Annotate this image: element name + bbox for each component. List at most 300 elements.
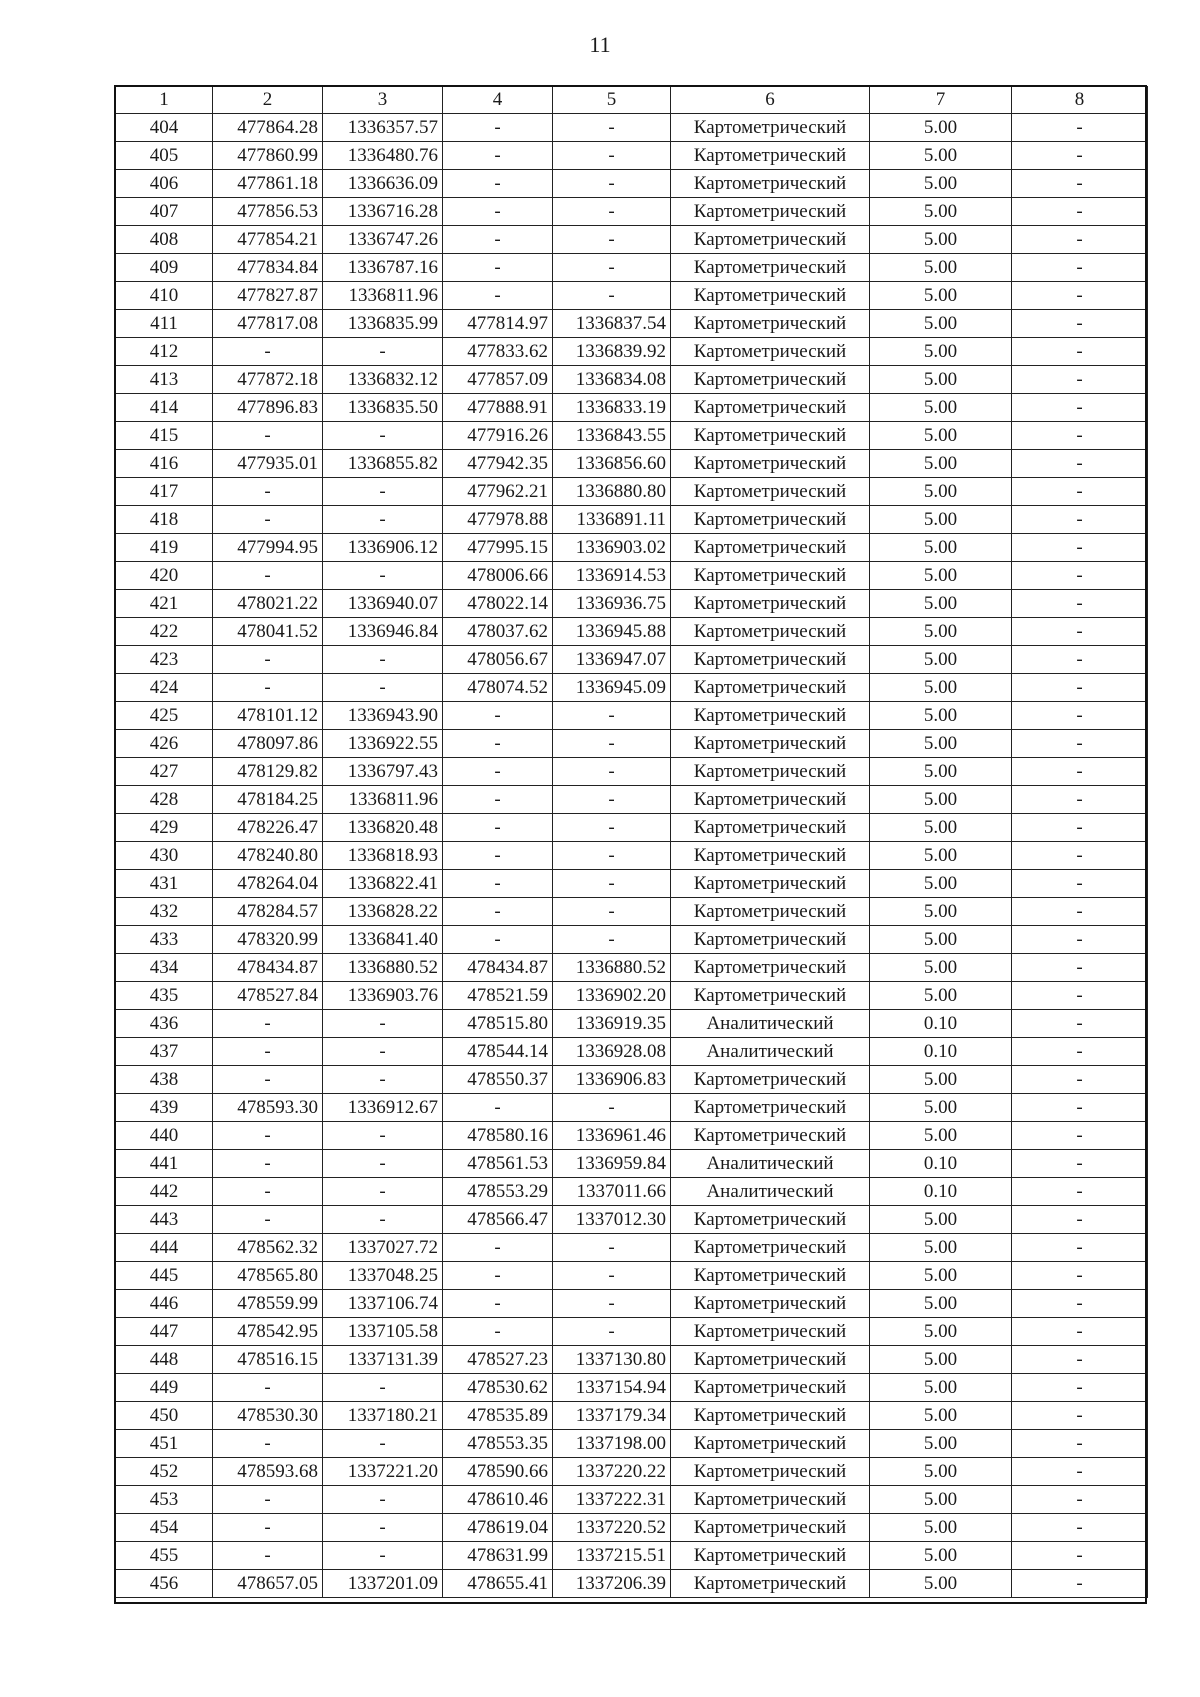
y-old-cell: 1337106.74 [323, 1290, 443, 1318]
method-cell: Картометрический [671, 786, 870, 814]
description-cell: - [1012, 450, 1148, 478]
x-new-cell: 478561.53 [443, 1150, 553, 1178]
point-number-cell: 456 [116, 1570, 213, 1598]
description-cell: - [1012, 954, 1148, 982]
x-old-cell: 478240.80 [213, 842, 323, 870]
x-new-cell: - [443, 786, 553, 814]
y-new-cell: 1337220.22 [553, 1458, 671, 1486]
table-header-row [116, 87, 1148, 114]
method-cell: Картометрический [671, 1374, 870, 1402]
method-cell: Картометрический [671, 1318, 870, 1346]
method-cell: Картометрический [671, 1206, 870, 1234]
method-cell: Картометрический [671, 1346, 870, 1374]
method-cell: Картометрический [671, 142, 870, 170]
point-number-cell: 404 [116, 114, 213, 142]
x-new-cell: 478434.87 [443, 954, 553, 982]
accuracy-cell: 5.00 [870, 730, 1012, 758]
x-old-cell: 478657.05 [213, 1570, 323, 1598]
x-new-cell: - [443, 254, 553, 282]
y-old-cell: 1336822.41 [323, 870, 443, 898]
column-header: 8 [1012, 87, 1148, 114]
accuracy-cell: 5.00 [870, 478, 1012, 506]
x-old-cell: - [213, 1178, 323, 1206]
table-row [116, 114, 1148, 142]
method-cell: Картометрический [671, 870, 870, 898]
point-number-cell: 419 [116, 534, 213, 562]
point-number-cell: 428 [116, 786, 213, 814]
table-row [116, 562, 1148, 590]
point-number-cell: 415 [116, 422, 213, 450]
y-new-cell: - [553, 898, 671, 926]
description-cell: - [1012, 1038, 1148, 1066]
y-new-cell: 1336891.11 [553, 506, 671, 534]
y-old-cell: 1337131.39 [323, 1346, 443, 1374]
x-old-cell: 477860.99 [213, 142, 323, 170]
point-number-cell: 429 [116, 814, 213, 842]
table-row [116, 674, 1148, 702]
y-old-cell: - [323, 1206, 443, 1234]
y-old-cell: 1336357.57 [323, 114, 443, 142]
accuracy-cell: 5.00 [870, 1290, 1012, 1318]
y-new-cell: - [553, 814, 671, 842]
y-old-cell: - [323, 1514, 443, 1542]
y-new-cell: 1336945.88 [553, 618, 671, 646]
y-old-cell: - [323, 1486, 443, 1514]
x-old-cell: 478284.57 [213, 898, 323, 926]
accuracy-cell: 5.00 [870, 114, 1012, 142]
x-old-cell: 478559.99 [213, 1290, 323, 1318]
accuracy-cell: 5.00 [870, 1066, 1012, 1094]
accuracy-cell: 5.00 [870, 1346, 1012, 1374]
description-cell: - [1012, 1402, 1148, 1430]
description-cell: - [1012, 1486, 1148, 1514]
method-cell: Картометрический [671, 1430, 870, 1458]
y-old-cell: - [323, 646, 443, 674]
y-old-cell: - [323, 1542, 443, 1570]
y-new-cell: 1336880.52 [553, 954, 671, 982]
table-row [116, 310, 1148, 338]
table-row [116, 898, 1148, 926]
method-cell: Картометрический [671, 170, 870, 198]
description-cell: - [1012, 1010, 1148, 1038]
point-number-cell: 447 [116, 1318, 213, 1346]
accuracy-cell: 5.00 [870, 310, 1012, 338]
y-new-cell: 1336936.75 [553, 590, 671, 618]
y-old-cell: - [323, 338, 443, 366]
accuracy-cell: 5.00 [870, 422, 1012, 450]
y-old-cell: 1336943.90 [323, 702, 443, 730]
table-row [116, 842, 1148, 870]
description-cell: - [1012, 926, 1148, 954]
point-number-cell: 410 [116, 282, 213, 310]
method-cell: Картометрический [671, 814, 870, 842]
accuracy-cell: 5.00 [870, 618, 1012, 646]
y-new-cell: - [553, 170, 671, 198]
y-old-cell: 1336828.22 [323, 898, 443, 926]
y-new-cell: - [553, 870, 671, 898]
method-cell: Картометрический [671, 590, 870, 618]
accuracy-cell: 5.00 [870, 1094, 1012, 1122]
x-new-cell: - [443, 114, 553, 142]
y-new-cell: 1337011.66 [553, 1178, 671, 1206]
point-number-cell: 409 [116, 254, 213, 282]
accuracy-cell: 5.00 [870, 814, 1012, 842]
point-number-cell: 454 [116, 1514, 213, 1542]
point-number-cell: 438 [116, 1066, 213, 1094]
x-new-cell: - [443, 842, 553, 870]
x-old-cell: - [213, 1206, 323, 1234]
x-old-cell: - [213, 1150, 323, 1178]
point-number-cell: 436 [116, 1010, 213, 1038]
column-header: 7 [870, 87, 1012, 114]
accuracy-cell: 5.00 [870, 1430, 1012, 1458]
description-cell: - [1012, 898, 1148, 926]
x-old-cell: 478527.84 [213, 982, 323, 1010]
method-cell: Картометрический [671, 198, 870, 226]
x-new-cell: - [443, 758, 553, 786]
table-row [116, 1402, 1148, 1430]
point-number-cell: 432 [116, 898, 213, 926]
x-new-cell: - [443, 730, 553, 758]
x-new-cell: 478590.66 [443, 1458, 553, 1486]
method-cell: Картометрический [671, 1290, 870, 1318]
accuracy-cell: 5.00 [870, 338, 1012, 366]
y-new-cell: 1336928.08 [553, 1038, 671, 1066]
table-row [116, 226, 1148, 254]
y-new-cell: - [553, 226, 671, 254]
y-new-cell: 1336843.55 [553, 422, 671, 450]
point-number-cell: 412 [116, 338, 213, 366]
method-cell: Картометрический [671, 842, 870, 870]
accuracy-cell: 5.00 [870, 198, 1012, 226]
x-new-cell: 478610.46 [443, 1486, 553, 1514]
description-cell: - [1012, 758, 1148, 786]
method-cell: Картометрический [671, 534, 870, 562]
method-cell: Картометрический [671, 1122, 870, 1150]
accuracy-cell: 5.00 [870, 758, 1012, 786]
table-row [116, 1178, 1148, 1206]
accuracy-cell: 0.10 [870, 1010, 1012, 1038]
description-cell: - [1012, 562, 1148, 590]
y-new-cell: - [553, 1094, 671, 1122]
point-number-cell: 414 [116, 394, 213, 422]
accuracy-cell: 5.00 [870, 562, 1012, 590]
column-header: 3 [323, 87, 443, 114]
description-cell: - [1012, 1094, 1148, 1122]
x-new-cell: 477942.35 [443, 450, 553, 478]
accuracy-cell: 5.00 [870, 590, 1012, 618]
x-old-cell: 477817.08 [213, 310, 323, 338]
point-number-cell: 453 [116, 1486, 213, 1514]
x-old-cell: - [213, 1542, 323, 1570]
x-old-cell: - [213, 1010, 323, 1038]
table-row [116, 506, 1148, 534]
description-cell: - [1012, 506, 1148, 534]
description-cell: - [1012, 282, 1148, 310]
table-row [116, 1066, 1148, 1094]
x-new-cell: - [443, 814, 553, 842]
accuracy-cell: 5.00 [870, 254, 1012, 282]
x-new-cell: 478550.37 [443, 1066, 553, 1094]
table-row [116, 1514, 1148, 1542]
y-old-cell: 1336797.43 [323, 758, 443, 786]
accuracy-cell: 0.10 [870, 1038, 1012, 1066]
description-cell: - [1012, 534, 1148, 562]
point-number-cell: 451 [116, 1430, 213, 1458]
point-number-cell: 424 [116, 674, 213, 702]
point-number-cell: 405 [116, 142, 213, 170]
description-cell: - [1012, 1430, 1148, 1458]
x-new-cell: 477888.91 [443, 394, 553, 422]
y-new-cell: 1336856.60 [553, 450, 671, 478]
y-new-cell: 1336834.08 [553, 366, 671, 394]
y-new-cell: - [553, 114, 671, 142]
x-new-cell: - [443, 198, 553, 226]
method-cell: Картометрический [671, 898, 870, 926]
table-row [116, 198, 1148, 226]
method-cell: Картометрический [671, 394, 870, 422]
y-old-cell: - [323, 1038, 443, 1066]
method-cell: Картометрический [671, 954, 870, 982]
x-old-cell: 477861.18 [213, 170, 323, 198]
y-new-cell: 1336919.35 [553, 1010, 671, 1038]
point-number-cell: 455 [116, 1542, 213, 1570]
x-new-cell: 478056.67 [443, 646, 553, 674]
accuracy-cell: 5.00 [870, 1458, 1012, 1486]
y-old-cell: 1336811.96 [323, 786, 443, 814]
y-new-cell: 1336837.54 [553, 310, 671, 338]
accuracy-cell: 5.00 [870, 926, 1012, 954]
accuracy-cell: 5.00 [870, 1486, 1012, 1514]
point-number-cell: 425 [116, 702, 213, 730]
accuracy-cell: 5.00 [870, 982, 1012, 1010]
accuracy-cell: 5.00 [870, 226, 1012, 254]
method-cell: Картометрический [671, 1402, 870, 1430]
description-cell: - [1012, 254, 1148, 282]
description-cell: - [1012, 1206, 1148, 1234]
table-row [116, 1122, 1148, 1150]
y-new-cell: 1337222.31 [553, 1486, 671, 1514]
point-number-cell: 430 [116, 842, 213, 870]
accuracy-cell: 5.00 [870, 282, 1012, 310]
point-number-cell: 449 [116, 1374, 213, 1402]
x-old-cell: 478320.99 [213, 926, 323, 954]
table-row [116, 282, 1148, 310]
x-old-cell: 477935.01 [213, 450, 323, 478]
accuracy-cell: 5.00 [870, 1570, 1012, 1598]
y-old-cell: - [323, 1150, 443, 1178]
y-old-cell: - [323, 674, 443, 702]
method-cell: Картометрический [671, 926, 870, 954]
method-cell: Картометрический [671, 1066, 870, 1094]
method-cell: Аналитический [671, 1178, 870, 1206]
table-row [116, 366, 1148, 394]
point-number-cell: 441 [116, 1150, 213, 1178]
table-row [116, 758, 1148, 786]
y-old-cell: 1336841.40 [323, 926, 443, 954]
accuracy-cell: 5.00 [870, 142, 1012, 170]
accuracy-cell: 5.00 [870, 702, 1012, 730]
x-new-cell: 477962.21 [443, 478, 553, 506]
x-new-cell: 478037.62 [443, 618, 553, 646]
description-cell: - [1012, 142, 1148, 170]
y-old-cell: 1337027.72 [323, 1234, 443, 1262]
x-new-cell: 478074.52 [443, 674, 553, 702]
y-old-cell: 1336787.16 [323, 254, 443, 282]
point-number-cell: 437 [116, 1038, 213, 1066]
x-new-cell: - [443, 1262, 553, 1290]
y-old-cell: 1336820.48 [323, 814, 443, 842]
x-new-cell: 477995.15 [443, 534, 553, 562]
point-number-cell: 435 [116, 982, 213, 1010]
x-new-cell: 478553.35 [443, 1430, 553, 1458]
table-row [116, 450, 1148, 478]
y-old-cell: 1336912.67 [323, 1094, 443, 1122]
x-new-cell: 477916.26 [443, 422, 553, 450]
x-old-cell: 477827.87 [213, 282, 323, 310]
description-cell: - [1012, 618, 1148, 646]
x-new-cell: 478515.80 [443, 1010, 553, 1038]
column-header: 6 [671, 87, 870, 114]
method-cell: Картометрический [671, 254, 870, 282]
point-number-cell: 413 [116, 366, 213, 394]
accuracy-cell: 5.00 [870, 394, 1012, 422]
method-cell: Картометрический [671, 562, 870, 590]
x-old-cell: 478562.32 [213, 1234, 323, 1262]
accuracy-cell: 5.00 [870, 1402, 1012, 1430]
table-row [116, 1094, 1148, 1122]
y-old-cell: - [323, 562, 443, 590]
method-cell: Картометрический [671, 226, 870, 254]
description-cell: - [1012, 1458, 1148, 1486]
method-cell: Картометрический [671, 730, 870, 758]
method-cell: Картометрический [671, 674, 870, 702]
x-new-cell: 478006.66 [443, 562, 553, 590]
description-cell: - [1012, 1570, 1148, 1598]
x-new-cell: - [443, 282, 553, 310]
x-old-cell: 477872.18 [213, 366, 323, 394]
description-cell: - [1012, 1150, 1148, 1178]
table-row [116, 1570, 1148, 1598]
y-new-cell: - [553, 198, 671, 226]
y-new-cell: 1337154.94 [553, 1374, 671, 1402]
accuracy-cell: 5.00 [870, 842, 1012, 870]
y-new-cell: 1337179.34 [553, 1402, 671, 1430]
y-new-cell: 1337130.80 [553, 1346, 671, 1374]
point-number-cell: 406 [116, 170, 213, 198]
table-row [116, 422, 1148, 450]
table-row [116, 1346, 1148, 1374]
point-number-cell: 431 [116, 870, 213, 898]
description-cell: - [1012, 982, 1148, 1010]
y-new-cell: - [553, 758, 671, 786]
y-new-cell: 1336902.20 [553, 982, 671, 1010]
x-old-cell: 477854.21 [213, 226, 323, 254]
table-row [116, 1318, 1148, 1346]
x-new-cell: - [443, 898, 553, 926]
x-new-cell: - [443, 1318, 553, 1346]
method-cell: Картометрический [671, 758, 870, 786]
x-old-cell: 478542.95 [213, 1318, 323, 1346]
table-row [116, 534, 1148, 562]
x-old-cell: 478041.52 [213, 618, 323, 646]
y-new-cell: 1336947.07 [553, 646, 671, 674]
description-cell: - [1012, 394, 1148, 422]
y-old-cell: 1337180.21 [323, 1402, 443, 1430]
method-cell: Картометрический [671, 1262, 870, 1290]
x-old-cell: 478264.04 [213, 870, 323, 898]
point-number-cell: 427 [116, 758, 213, 786]
table-row [116, 1374, 1148, 1402]
description-cell: - [1012, 338, 1148, 366]
description-cell: - [1012, 1234, 1148, 1262]
point-number-cell: 433 [116, 926, 213, 954]
x-new-cell: - [443, 870, 553, 898]
point-number-cell: 442 [116, 1178, 213, 1206]
description-cell: - [1012, 1318, 1148, 1346]
table-row [116, 926, 1148, 954]
method-cell: Картометрический [671, 1542, 870, 1570]
method-cell: Картометрический [671, 114, 870, 142]
y-old-cell: 1336946.84 [323, 618, 443, 646]
point-number-cell: 411 [116, 310, 213, 338]
y-old-cell: 1337105.58 [323, 1318, 443, 1346]
y-old-cell: - [323, 1178, 443, 1206]
x-new-cell: 478530.62 [443, 1374, 553, 1402]
y-new-cell: - [553, 702, 671, 730]
x-new-cell: 478553.29 [443, 1178, 553, 1206]
column-header: 2 [213, 87, 323, 114]
y-new-cell: 1337215.51 [553, 1542, 671, 1570]
y-new-cell: 1337220.52 [553, 1514, 671, 1542]
accuracy-cell: 0.10 [870, 1150, 1012, 1178]
method-cell: Картометрический [671, 1486, 870, 1514]
y-new-cell: 1336906.83 [553, 1066, 671, 1094]
x-old-cell: 478593.30 [213, 1094, 323, 1122]
method-cell: Картометрический [671, 338, 870, 366]
description-cell: - [1012, 226, 1148, 254]
y-new-cell: - [553, 1234, 671, 1262]
y-new-cell: - [553, 282, 671, 310]
y-new-cell: 1336833.19 [553, 394, 671, 422]
x-old-cell: - [213, 1486, 323, 1514]
method-cell: Картометрический [671, 282, 870, 310]
x-old-cell: 478565.80 [213, 1262, 323, 1290]
point-number-cell: 439 [116, 1094, 213, 1122]
x-old-cell: 478593.68 [213, 1458, 323, 1486]
x-new-cell: - [443, 142, 553, 170]
x-new-cell: 478566.47 [443, 1206, 553, 1234]
accuracy-cell: 5.00 [870, 870, 1012, 898]
accuracy-cell: 5.00 [870, 786, 1012, 814]
y-old-cell: 1337201.09 [323, 1570, 443, 1598]
table-row [116, 1010, 1148, 1038]
table-row [116, 478, 1148, 506]
y-old-cell: 1336906.12 [323, 534, 443, 562]
table-row [116, 254, 1148, 282]
description-cell: - [1012, 1514, 1148, 1542]
x-new-cell: 478022.14 [443, 590, 553, 618]
accuracy-cell: 5.00 [870, 450, 1012, 478]
table-row [116, 1234, 1148, 1262]
y-old-cell: 1336811.96 [323, 282, 443, 310]
method-cell: Аналитический [671, 1010, 870, 1038]
table-row [116, 170, 1148, 198]
y-new-cell: 1336903.02 [553, 534, 671, 562]
point-number-cell: 448 [116, 1346, 213, 1374]
table-row [116, 590, 1148, 618]
method-cell: Картометрический [671, 450, 870, 478]
